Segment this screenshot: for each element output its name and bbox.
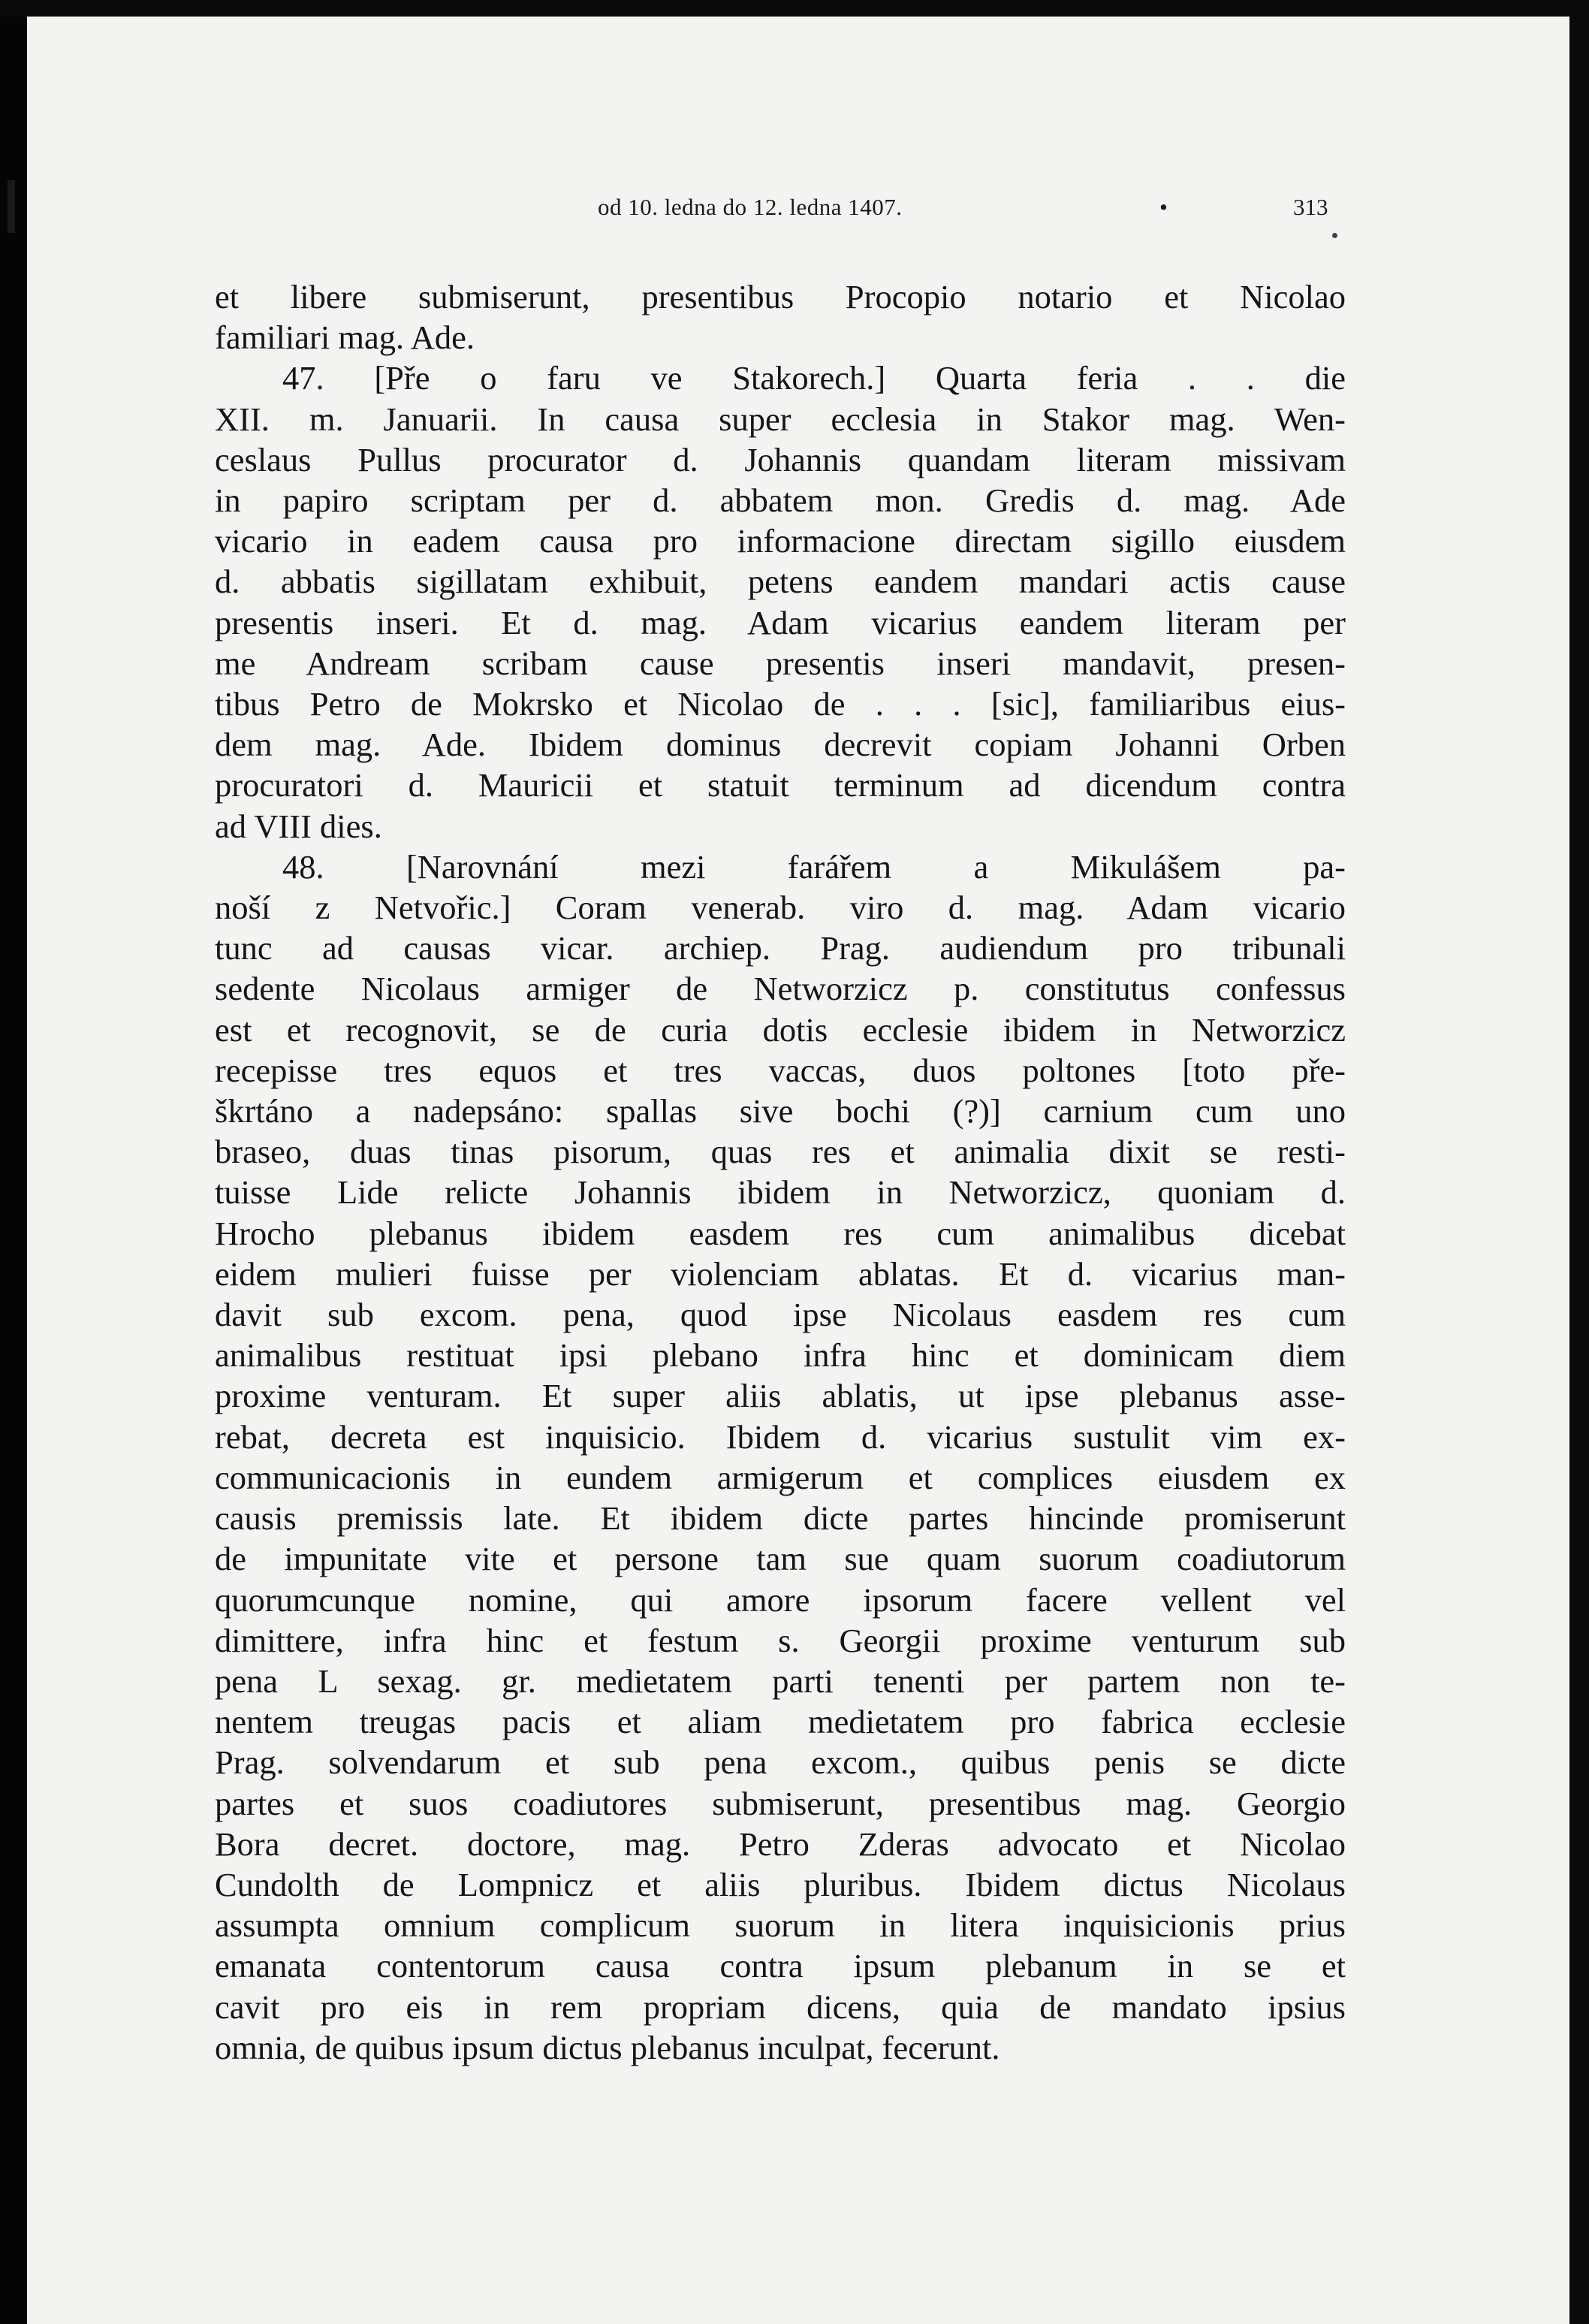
text-line: emanata contentorum causa contra ipsum plebanum in se et [215,1947,1346,1985]
text-line: nentem treugas pacis et aliam medietatem pro fabrica ecclesie [215,1703,1346,1741]
scan-speck [1332,233,1337,238]
text-line: causis premissis late. Et ibidem dicte partes hincinde promiserunt [215,1499,1346,1538]
text-line: in papiro scriptam per d. abbatem mon. Gredis d. mag. Ade [215,481,1346,520]
text-line: assumpta omnium complicum suorum in litera inquisicionis prius [215,1906,1346,1945]
text-line: tuisse Lide relicte Johannis ibidem in Networzicz, quoniam d. [215,1173,1346,1212]
text-line: me Andream scribam cause presentis inseri mandavit, presen- [215,644,1346,682]
text-line: Prag. solvendarum et sub pena excom., quibus penis se dicte [215,1743,1346,1782]
text-line: proxime venturam. Et super aliis ablatis, ut ipse plebanus asse- [215,1377,1346,1415]
text-line: quorumcunque nomine, qui amore ipsorum facere vellent vel [215,1580,1346,1619]
text-line: animalibus restituat ipsi plebano infra hinc et dominicam diem [215,1336,1346,1375]
text-line: cavit pro eis in rem propriam dicens, quia de mandato ipsius [215,1987,1346,2026]
text-line: d. abbatis sigillatam exhibuit, petens eandem mandari actis cause [215,563,1346,601]
text-line: ad VIII dies. [215,807,382,845]
page-header [27,194,1569,224]
text-line: tunc ad causas vicar. archiep. Prag. audiendum pro tribunali [215,929,1346,967]
text-line: tibus Petro de Mokrsko et Nicolao de . . . [sic], familiaribus eius- [215,685,1346,723]
scan-border-right [1569,0,1589,2324]
text-line: procuratori d. Mauricii et statuit terminum ad dicendum contra [215,766,1346,804]
text-line: communicacionis in eundem armigerum et complices eiusdem ex [215,1458,1346,1496]
binding-mark [8,180,15,233]
text-line: recepisse tres equos et tres vaccas, duos poltones [toto pře- [215,1051,1346,1089]
text-line: braseo, duas tinas pisorum, quas res et animalia dixit se resti- [215,1133,1346,1171]
body-text [215,276,1346,2068]
text-line: familiari mag. Ade. [215,318,475,357]
entry-47-heading-line: 47. [Pře o faru ve Stakorech.] Quarta feria . . die [282,359,1346,397]
text-line: pena L sexag. gr. medietatem parti tenenti per partem non te- [215,1662,1346,1700]
text-line: eidem mulieri fuisse per violenciam ablatas. Et d. vicarius man- [215,1254,1346,1293]
text-line: presentis inseri. Et d. mag. Adam vicarius eandem literam per [215,603,1346,641]
text-line: et libere submiserunt, presentibus Procopio notario et Nicolao [215,278,1346,315]
text-line: dem mag. Ade. Ibidem dominus decrevit copiam Johanni Orben [215,726,1346,764]
text-line: Hrocho plebanus ibidem easdem res cum animalibus dicebat [215,1214,1346,1252]
text-line: dimittere, infra hinc et festum s. Georgii proxime venturum sub [215,1621,1346,1659]
scan-border-top [0,0,1589,17]
text-line: sedente Nicolaus armiger de Networzicz p. constitutus confessus [215,970,1346,1008]
text-line: partes et suos coadiutores submiserunt, presentibus mag. Georgio [215,1784,1346,1822]
text-line: omnia, de quibus ipsum dictus plebanus inculpat, fecerunt. [215,2028,1000,2066]
page-number: 313 [1293,194,1328,220]
book-page [27,17,1569,2324]
text-line: est et recognovit, se de curia dotis ecclesie ibidem in Networzicz [215,1010,1346,1049]
scan-binding-edge [0,0,27,2324]
text-line: davit sub excom. pena, quod ipse Nicolaus easdem res cum [215,1296,1346,1334]
text-line: ceslaus Pullus procurator d. Johannis quandam literam missivam [215,440,1346,478]
text-line: XII. m. Januarii. In causa super ecclesia in Stakor mag. Wen- [215,400,1346,438]
text-line: de impunitate vite et persone tam sue quam suorum coadiutorum [215,1540,1346,1578]
text-line: noší z Netvořic.] Coram venerab. viro d. mag. Adam vicario [215,889,1346,927]
text-line: Cundolth de Lompnicz et aliis pluribus. Ibidem dictus Nicolaus [215,1865,1346,1903]
text-line: škrtáno a nadepsáno: spallas sive bochi (?)] carnium cum uno [215,1092,1346,1130]
header-dot: • [1159,194,1168,220]
text-line: vicario in eadem causa pro informacione directam sigillo eiusdem [215,522,1346,560]
text-line: Bora decret. doctore, mag. Petro Zderas advocato et Nicolao [215,1824,1346,1863]
running-title: od 10. ledna do 12. ledna 1407. [598,194,903,220]
text-line: rebat, decreta est inquisicio. Ibidem d. vicarius sustulit vim ex- [215,1417,1346,1456]
entry-48-heading-line: 48. [Narovnání mezi farářem a Mikulášem pa- [282,847,1346,886]
